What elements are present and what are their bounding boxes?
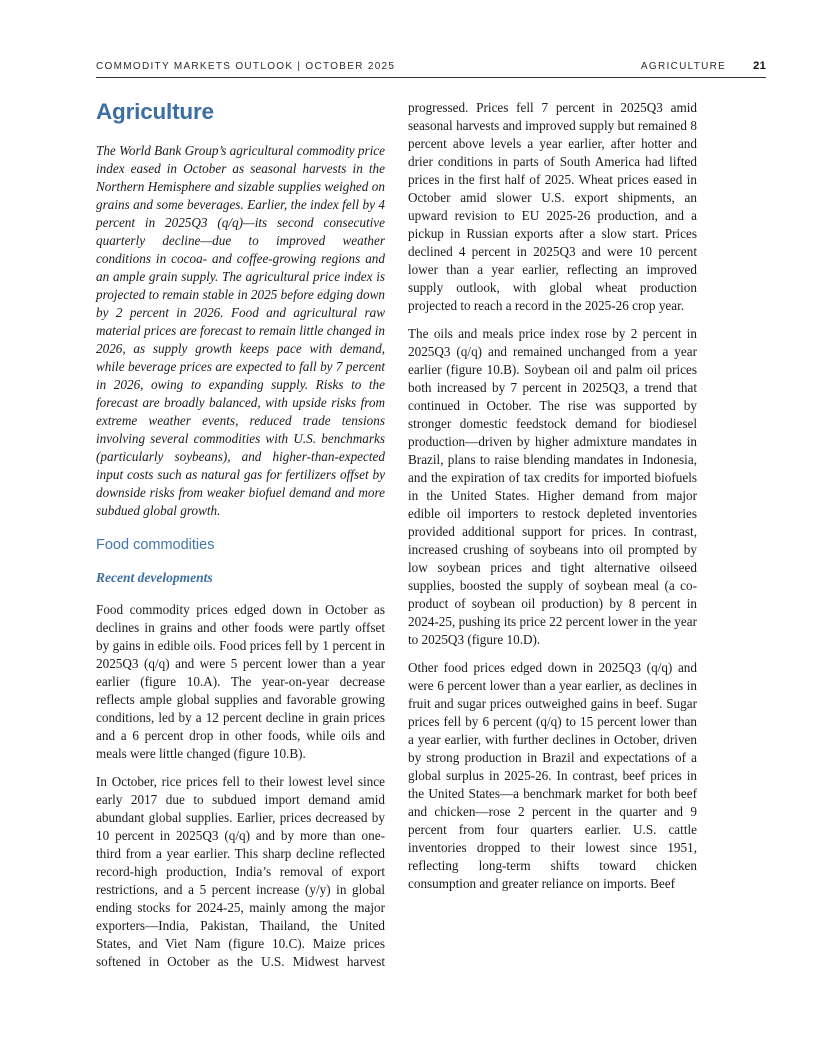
header-rule bbox=[96, 77, 766, 78]
section-label: AGRICULTURE bbox=[640, 61, 727, 72]
heading-recent-developments: Recent developments bbox=[96, 570, 213, 585]
paragraph-rice-maize-wheat: In October, rice prices fell to their lowest level since early 2017 due to subdued import demand amid abundant global supplies. Earlier, prices decreased by 10 percent in 2025Q3 (q/q) and by more than one-third from a year earlier. This sharp decline reflected record-high production, India’s removal of export restrictions, and a 5 percent increase (y/y) in global ending stocks for 2024-25, mainly among the major exporters—India, Pakistan, Thailand, the United States, and Viet Nam (figure 10.C). Maize prices softened in October as the U.S. Midwest harvest progressed. Prices fell 7 percent in 2025Q3 amid seasonal harvests and improved supply but remained 8 percent above levels a year earlier, after hotter and drier conditions in parts of South America had lifted prices in the first half of 2025. Wheat prices eased in October amid slower U.S. export shipments, an upward revision to EU 2025-26 production, and a pickup in Russian exports after a slow start. Prices declined 4 percent in 2025Q3 and were 10 percent lower than a year earlier, reflecting an improved supply outlook, with global wheat production projected to reach a record in the 2025-26 crop year. bbox=[96, 100, 697, 969]
paragraph-food-prices-overview: Food commodity prices edged down in October as declines in grains and other foods were partly offset by gains in edible oils. Food prices fell by 1 percent in 2025Q3 (q/q) and were 5 percent lower than a year earlier (figure 10.A). The year-on-year decrease reflects ample global supplies and favorable growing conditions, led by a 12 percent decline in grain prices and a 6 percent drop in other foods, while oils and meals were little changed (figure 10.B). bbox=[96, 602, 385, 761]
heading-food-commodities: Food commodities bbox=[96, 537, 215, 553]
header-right-group bbox=[641, 60, 766, 72]
paragraph-oils-and-meals: The oils and meals price index rose by 2 percent in 2025Q3 (q/q) and remained unchanged from a year earlier (figure 10.B). Soybean oil and palm oil prices both increased by 7 percent in 2025Q3, a trend that continued in October. The rise was supported by stronger domestic feedstock demand for biodiesel production—driven by higher admixture mandates in Brazil, plans to raise blending mandates in Indonesia, and the expiration of tax credits for imported biofuels in the United States. Higher demand from major edible oil importers to restock depleted inventories provided additional support for prices. In contrast, increased crushing of soybeans into oil prompted by low soybean prices and tight alternative oilseed supplies, boosted the supply of soybean meal (a co-product of soybean oil production) by 8 percent in 2024-25, pushing its price 22 percent lower in the year to 2025Q3 (figure 10.D). bbox=[408, 326, 697, 647]
article-body bbox=[96, 99, 697, 981]
page-number: 21 bbox=[753, 60, 766, 72]
intro-abstract: The World Bank Group’s agricultural commodity price index eased in October as seasonal harvests in the Northern Hemisphere and sizable supplies weighed on grains and some beverages. Earlier, the index fell by 4 percent in 2025Q3 (q/q)—its second consecutive quarterly decline—due to improved weather conditions in cocoa- and coffee-growing regions and an ample grain supply. The agricultural price index is projected to remain stable in 2025 before edging down by 2 percent in 2026. Food and agricultural raw material prices are forecast to remain little changed in 2026, as supply growth keeps pace with demand, while beverage prices are expected to fall by 7 percent in 2026, owing to expanding supply. Risks to the forecast are broadly balanced, with upside risks from extreme weather events, reduced trade tensions involving several commodities with U.S. benchmarks (particularly soybeans), and higher-than-expected input costs such as natural gas for fertilizers offset by downside risks from weaker biofuel demand and more subdued global growth. bbox=[96, 143, 385, 518]
paragraph-other-foods: Other food prices edged down in 2025Q3 (q/q) and were 6 percent lower than a year earlier, as declines in fruit and sugar prices outweighed gains in beef. Sugar prices fell by 6 percent (q/q) to 15 percent lower than a year earlier, with further declines in October, driven by strong production in Brazil and expectations of a global surplus in 2025-26. In contrast, beef prices in the United States—a benchmark market for both beef and chicken—rose 2 percent in the quarter and 9 percent from four quarters earlier. U.S. cattle inventories dropped to their lowest since 1951, reflecting long-term shifts toward chicken consumption and greater reliance on imports. Beef bbox=[408, 660, 697, 891]
running-title: COMMODITY MARKETS OUTLOOK | OCTOBER 2025 bbox=[96, 61, 396, 72]
article-title: Agriculture bbox=[96, 99, 214, 124]
page-header bbox=[96, 60, 766, 72]
